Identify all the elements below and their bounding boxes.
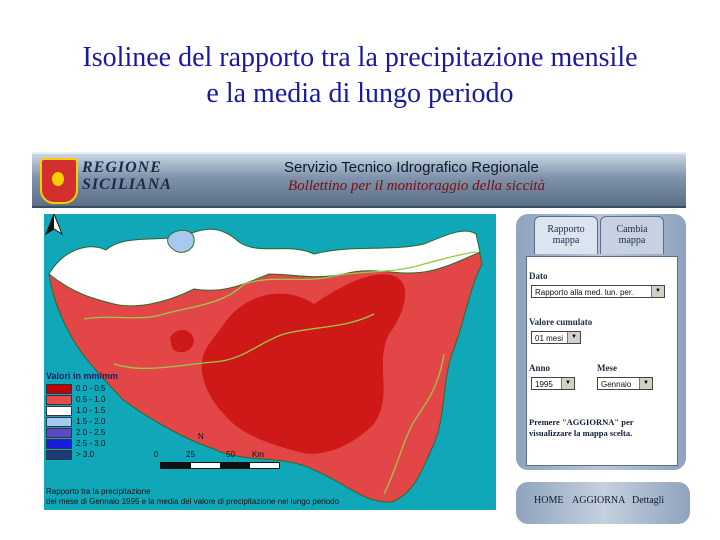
slide-title-line1: Isolinee del rapporto tra la precipitazione mensile: [82, 42, 638, 73]
dato-value: Rapporto alla med. lun. per.: [535, 288, 634, 297]
legend-row: [46, 383, 105, 394]
instructions-text: Premere "AGGIORNA" per visualizzare la mappa scelta.: [529, 417, 634, 438]
mese-select[interactable]: [597, 377, 653, 390]
legend-row: [46, 427, 105, 438]
slide-title-line2: e la media di lungo periodo: [206, 78, 514, 109]
legend-row: [46, 449, 105, 460]
mese-value: Gennaio: [601, 380, 632, 389]
legend-row: [46, 405, 105, 416]
dropdown-arrow-icon: ▼: [567, 332, 580, 343]
map-options-form: [526, 256, 678, 466]
dropdown-arrow-icon: ▼: [651, 286, 664, 297]
sicily-crest-icon: [40, 158, 78, 204]
legend-title: Valori in mm/mm: [46, 371, 119, 381]
home-button[interactable]: HOME: [534, 495, 564, 506]
slide-title: [0, 40, 720, 112]
legend-label: 2.0 - 2.5: [76, 428, 106, 437]
north-label: N: [198, 432, 204, 441]
tab-cambia-mappa[interactable]: [600, 216, 664, 254]
anno-select[interactable]: [531, 377, 575, 390]
map-caption: [46, 487, 339, 507]
legend-label: > 3.0: [76, 450, 95, 459]
button-bar: [516, 482, 690, 524]
legend-swatch: [46, 406, 72, 416]
control-panel: [516, 214, 686, 470]
bulletin-subtitle: Bollettino per il monitoraggio della siccità: [288, 178, 546, 194]
legend-swatch: [46, 439, 72, 449]
dropdown-arrow-icon: ▼: [639, 378, 652, 389]
dettagli-button[interactable]: Dettagli: [632, 495, 665, 506]
dato-label: Dato: [529, 271, 548, 281]
legend-swatch: [46, 450, 72, 460]
valore-cumulato-label: Valore cumulato: [529, 317, 593, 327]
aggiorna-button[interactable]: AGGIORNA: [572, 495, 626, 506]
dropdown-arrow-icon: ▼: [561, 378, 574, 389]
legend-label: 0.5 - 1.0: [76, 395, 106, 404]
drought-map: [44, 214, 496, 510]
valore-cumulato-select[interactable]: [531, 331, 581, 344]
anno-label: Anno: [529, 363, 551, 373]
scale-labels: [154, 450, 284, 462]
legend-swatch: [46, 417, 72, 427]
legend-label: 2.5 - 3.0: [76, 439, 106, 448]
scale-bar: [160, 462, 280, 469]
legend-row: [46, 416, 105, 427]
legend-row: [46, 394, 105, 405]
map-caption-line2: del mese di Gennaio 1995 e la media del valore di precipitazione nel lungo periodo: [46, 497, 340, 506]
service-title: Servizio Tecnico Idrografico Regionale: [284, 159, 539, 176]
tab-rapporto-mappa[interactable]: [534, 216, 598, 254]
tab-label: Cambia mappa: [616, 224, 648, 246]
legend-label: 0.0 - 0.5: [76, 384, 106, 393]
tab-label: Rapporto mappa: [547, 224, 585, 246]
header-banner: [32, 152, 686, 208]
legend-swatch: [46, 428, 72, 438]
map-legend: [46, 383, 105, 460]
legend-label: 1.0 - 1.5: [76, 406, 106, 415]
legend-label: 1.5 - 2.0: [76, 417, 106, 426]
legend-swatch: [46, 395, 72, 405]
legend-swatch: [46, 384, 72, 394]
dato-select[interactable]: [531, 285, 665, 298]
scale-label: 50: [226, 450, 235, 459]
scale-label: Km: [252, 450, 264, 459]
region-name: REGIONE SICILIANA: [82, 159, 172, 193]
anno-value: 1995: [535, 380, 553, 389]
scale-label: 25: [186, 450, 195, 459]
map-caption-line1: Rapporto tra la precipitazione: [46, 487, 151, 496]
mese-label: Mese: [597, 363, 617, 373]
legend-row: [46, 438, 105, 449]
scale-label: 0: [154, 450, 159, 459]
valore-cumulato-value: 01 mesi: [535, 334, 564, 343]
north-arrow-icon: [44, 214, 64, 244]
